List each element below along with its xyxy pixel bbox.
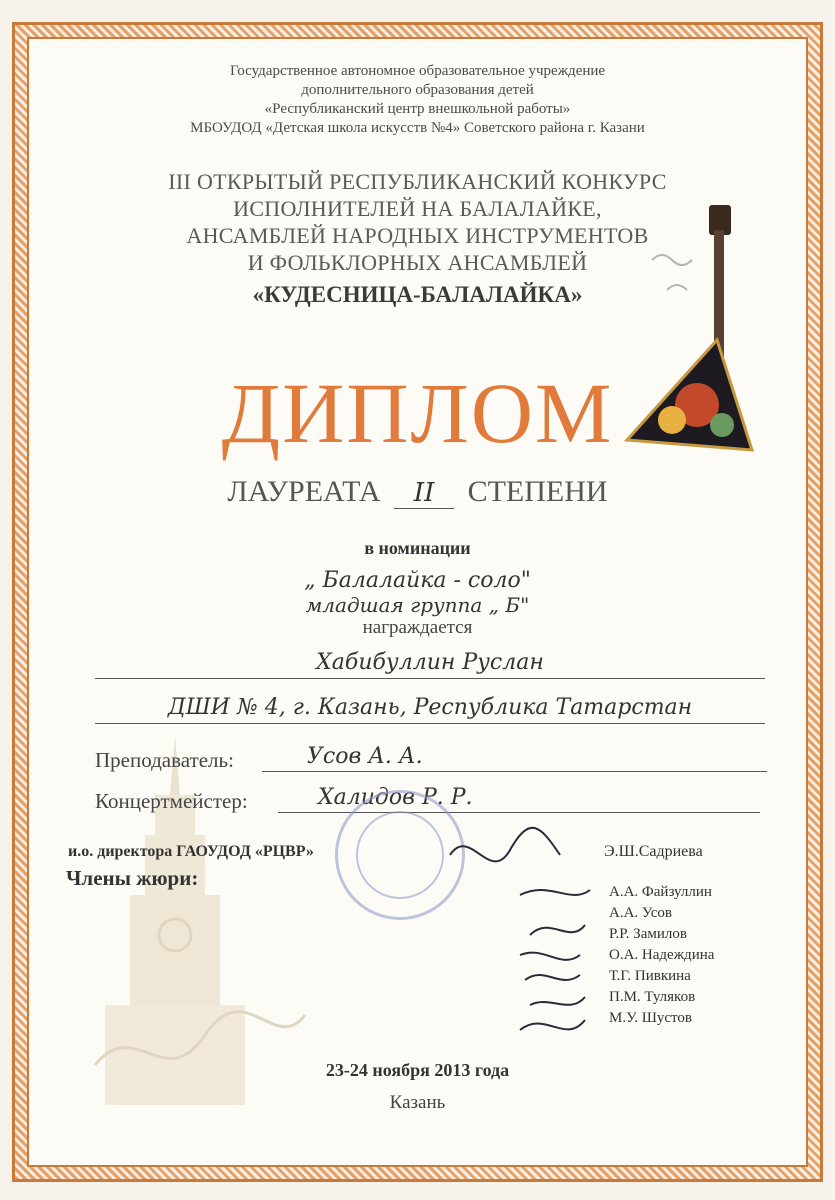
org-line-2: дополнительного образования детей — [301, 82, 534, 98]
jury-member: М.У. Шустов — [609, 1010, 692, 1026]
accompanist-label: Концертмейстер: — [95, 789, 248, 813]
contest-line-1: III ОТКРЫТЫЙ РЕСПУБЛИКАНСКИЙ КОНКУРС — [168, 169, 667, 194]
contest-line-2: ИСПОЛНИТЕЛЕЙ НА БАЛАЛАЙКЕ, — [233, 196, 602, 221]
nomination-value-2: младшая группа „ Б" — [305, 593, 530, 617]
awarded-label: награждается — [362, 617, 473, 638]
contest-name: «КУДЕСНИЦА-БАЛАЛАЙКА» — [252, 282, 583, 307]
laureate-prefix: ЛАУРЕАТА — [227, 475, 381, 508]
nomination-value-1: „ Балалайка - соло" — [304, 568, 531, 593]
event-city: Казань — [389, 1092, 446, 1113]
director-label: и.о. директора ГАОУДОД «РЦВР» — [68, 843, 314, 860]
jury-label: Члены жюри: — [66, 866, 199, 890]
signatures-image — [420, 815, 620, 1065]
teacher-value: Усов А. А. — [262, 742, 767, 772]
jury-member: А.А. Усов — [609, 905, 672, 921]
director-name: Э.Ш.Садриева — [604, 843, 703, 860]
org-line-1: Государственное автономное образовательное учреждение — [229, 63, 606, 79]
accompanist-value: Халидов Р. Р. — [278, 783, 760, 813]
event-date: 23-24 ноября 2013 года — [325, 1060, 510, 1080]
nomination-label: в номинации — [364, 538, 471, 558]
laureate-suffix: СТЕПЕНИ — [467, 475, 608, 508]
recipient-school: ДШИ № 4, г. Казань, Республика Татарстан — [95, 693, 765, 724]
jury-member: Т.Г. Пивкина — [609, 968, 691, 984]
diploma-title: ДИПЛОМ — [221, 365, 614, 461]
jury-member: О.А. Надеждина — [609, 947, 715, 963]
teacher-label: Преподаватель: — [95, 748, 234, 772]
degree-value: II — [394, 478, 454, 509]
jury-member: П.М. Туляков — [609, 989, 696, 1005]
laureate-line — [0, 475, 835, 509]
contest-line-4: И ФОЛЬКЛОРНЫХ АНСАМБЛЕЙ — [247, 250, 588, 275]
contest-line-3: АНСАМБЛЕЙ НАРОДНЫХ ИНСТРУМЕНТОВ — [186, 223, 649, 248]
jury-member: А.А. Файзуллин — [609, 884, 712, 900]
jury-member: Р.Р. Замилов — [609, 926, 687, 942]
org-line-3: «Республиканский центр внешкольной работы» — [264, 101, 571, 117]
org-line-4: МБОУДОД «Детская школа искусств №4» Советского района г. Казани — [190, 120, 645, 136]
recipient-name: Хабибуллин Руслан — [95, 648, 765, 679]
